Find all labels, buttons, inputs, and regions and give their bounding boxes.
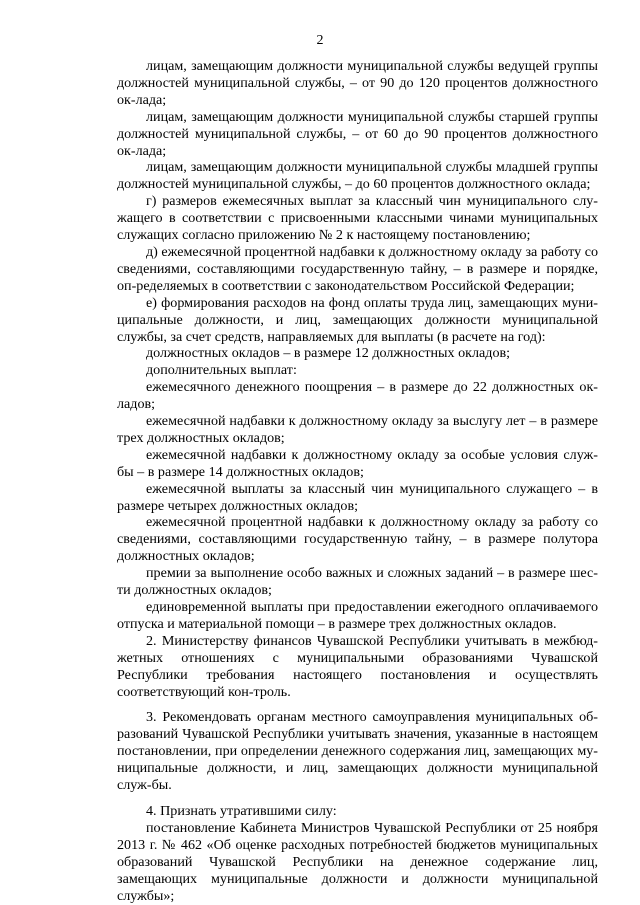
page-number: 2 [316, 33, 324, 48]
paragraph: постановление Кабинета Министров Чувашской Республики от 25 ноября 2013 г. № 462 «Об оценке расходных потребностей бюджетов муниципальных образований Чувашской Республики на денежное содержание лиц, замещающих муниципальные должности и должности муниципальной службы»; [117, 819, 598, 904]
paragraph: лицам, замещающим должности муниципальной службы ведущей группы должностей муниципальной службы, – от 90 до 120 процентов должностного ок-лада; [117, 58, 598, 108]
paragraph: премии за выполнение особо важных и сложных заданий – в размере шес-ти должностных окладов; [117, 565, 598, 599]
paragraph: 4. Признать утратившими силу: [146, 802, 337, 819]
paragraph: 2. Министерству финансов Чувашской Республики учитывать в межбюд-жетных отношениях с муниципальными образованиями Чувашской Республики требования настоящего постановления и осуществлять соответствующий кон-троль. [117, 632, 598, 700]
paragraph: 3. Рекомендовать органам местного самоуправления муниципальных об-разований Чувашской Республики учитывать значения, указанные в настоящем постановлении, при определении денежного содержания лиц, замещающих му-ниципальные должности, и лиц, замещающих должности муниципальной служ-бы. [117, 709, 598, 794]
paragraph: ежемесячной выплаты за классный чин муниципального служащего – в размере четырех должностных окладов; [117, 480, 598, 514]
paragraph: е) формирования расходов на фонд оплаты труда лиц, замещающих муни-ципальные должности, и лиц, замещающих должности муниципальной службы, за счет средств, направляемых для выплаты (в расчете на год): [117, 294, 598, 345]
paragraph: д) ежемесячной процентной надбавки к должностному окладу за работу со сведениями, составляющими государственную тайну, – в размере и порядке, оп-ределяемых в соответствии с законодательством Российской Федерации; [117, 243, 598, 294]
paragraph: лицам, замещающим должности муниципальной службы старшей группы должностей муниципальной службы, – от 60 до 90 процентов должностного ок-лада; [117, 108, 598, 159]
paragraph: ежемесячного денежного поощрения – в размере до 22 должностных ок-ладов; [117, 379, 598, 413]
paragraph: лицам, замещающим должности муниципальной службы младшей группы должностей муниципальной службы, – до 60 процентов должностного оклада; [117, 159, 598, 193]
paragraph: ежемесячной надбавки к должностному окладу за выслугу лет – в размере трех должностных окладов; [117, 413, 598, 446]
paragraph: ежемесячной надбавки к должностному окладу за особые условия служ-бы – в размере 14 должностных окладов; [117, 446, 598, 480]
paragraph: единовременной выплаты при предоставлении ежегодного оплачиваемого отпуска и материальной помощи – в размере трех должностных окладов. [117, 599, 598, 632]
paragraph: г) размеров ежемесячных выплат за классный чин муниципального слу-жащего в соответствии с присвоенными классными чинами муниципальных служащих согласно приложению № 2 к настоящему постановлению; [117, 193, 598, 244]
paragraph: ежемесячной процентной надбавки к должностному окладу за работу со сведениями, составляющими государственную тайну, – в размере полутора должностных окладов; [117, 514, 598, 565]
paragraph: дополнительных выплат: [146, 362, 297, 379]
paragraph: должностных окладов – в размере 12 должностных окладов; [146, 345, 511, 362]
document-body [117, 58, 598, 904]
